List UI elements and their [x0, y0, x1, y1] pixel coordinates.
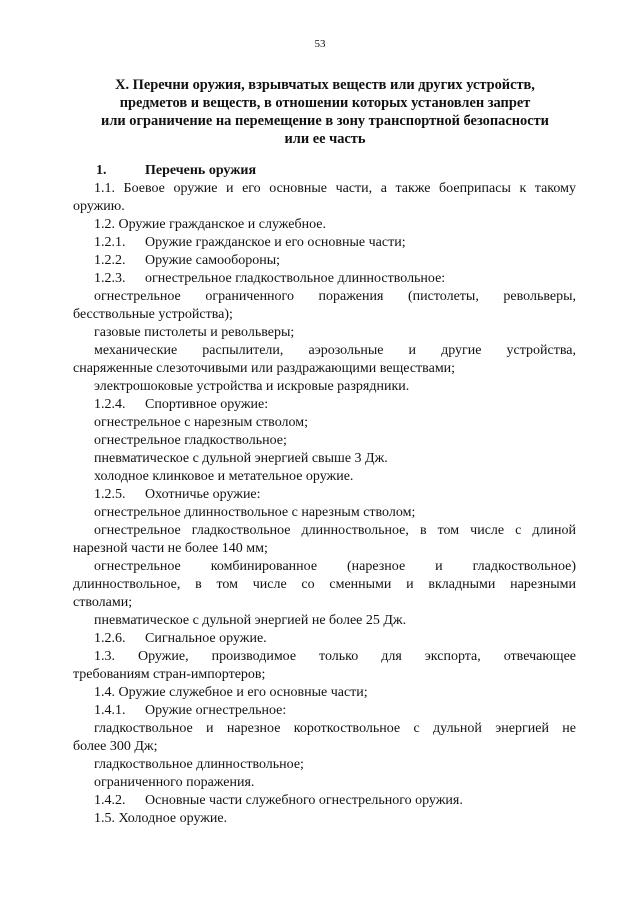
- item-number: 1.2.2.: [94, 253, 126, 268]
- text-line: длинноствольное, в том числе со сменными и вкладными нарезными: [73, 577, 576, 592]
- text-line: огнестрельное с нарезным стволом;: [94, 415, 308, 430]
- text-line: пневматическое с дульной энергией не более 25 Дж.: [94, 613, 407, 628]
- text-line: Спортивное оружие:: [145, 397, 269, 412]
- page-number: 53: [314, 38, 326, 50]
- item-number: 1.2.4.: [94, 397, 126, 412]
- text-line: ограниченного поражения.: [94, 775, 255, 790]
- text-line: Охотничье оружие:: [145, 487, 261, 502]
- text-line: механические распылители, аэрозольные и другие устройства,: [94, 343, 576, 358]
- item-number: 1.2.3.: [94, 271, 126, 286]
- item-number: 1.2.1.: [94, 235, 126, 250]
- section-number: 1.: [96, 163, 107, 178]
- text-line: 1.2. Оружие гражданское и служебное.: [94, 217, 326, 232]
- title-line: или ее часть: [284, 131, 366, 147]
- text-line: огнестрельное комбинированное (нарезное и гладкоствольное): [94, 559, 576, 574]
- text-line: электрошоковые устройства и искровые разрядники.: [94, 379, 410, 394]
- title-line: X. Перечни оружия, взрывчатых веществ или других устройств,: [115, 77, 535, 93]
- title-line: предметов и веществ, в отношении которых установлен запрет: [119, 95, 531, 111]
- chapter-title: [80, 76, 570, 148]
- text-line: огнестрельное длинноствольное с нарезным стволом;: [94, 505, 416, 520]
- text-line: огнестрельное гладкоствольное длинноствольное:: [145, 271, 446, 286]
- title-line: или ограничение на перемещение в зону транспортной безопасности: [101, 113, 549, 129]
- text-line: Оружие гражданское и его основные части;: [145, 235, 406, 250]
- text-line: Основные части служебного огнестрельного оружия.: [145, 793, 463, 808]
- text-line: холодное клинковое и метательное оружие.: [94, 469, 354, 484]
- text-line: снаряженные слезоточивыми или раздражающими веществами;: [73, 361, 456, 376]
- text-line: Оружие огнестрельное:: [145, 703, 287, 718]
- text-line: стволами;: [73, 595, 133, 610]
- text-line: огнестрельное гладкоствольное;: [94, 433, 287, 448]
- text-line: требованиям стран-импортеров;: [73, 667, 266, 682]
- text-line: более 300 Дж;: [73, 739, 158, 754]
- text-line: Сигнальное оружие.: [145, 631, 267, 646]
- item-number: 1.2.5.: [94, 487, 126, 502]
- text-line: огнестрельное ограниченного поражения (пистолеты, револьверы,: [94, 289, 576, 304]
- item-number: 1.2.6.: [94, 631, 126, 646]
- text-line: пневматическое с дульной энергией свыше 3 Дж.: [94, 451, 388, 466]
- item-number: 1.4.2.: [94, 793, 126, 808]
- text-line: газовые пистолеты и револьверы;: [94, 325, 295, 340]
- text-line: 1.3. Оружие, производимое только для экспорта, отвечающее: [94, 649, 576, 664]
- section-title: Перечень оружия: [145, 163, 257, 178]
- item-number: 1.4.1.: [94, 703, 126, 718]
- text-line: огнестрельное гладкоствольное длинноствольное, в том числе с длиной: [94, 523, 576, 538]
- text-line: 1.1. Боевое оружие и его основные части, а также боеприпасы к такому: [94, 181, 576, 196]
- text-line: Оружие самообороны;: [145, 253, 280, 268]
- text-line: бесствольные устройства);: [73, 307, 233, 322]
- text-line: оружию.: [73, 199, 125, 214]
- text-line: 1.5. Холодное оружие.: [94, 811, 228, 826]
- text-line: гладкоствольное длинноствольное;: [94, 757, 304, 772]
- text-line: 1.4. Оружие служебное и его основные части;: [94, 685, 368, 700]
- text-line: гладкоствольное и нарезное короткоствольное с дульной энергией не: [94, 721, 576, 736]
- text-line: нарезной части не более 140 мм;: [73, 541, 268, 556]
